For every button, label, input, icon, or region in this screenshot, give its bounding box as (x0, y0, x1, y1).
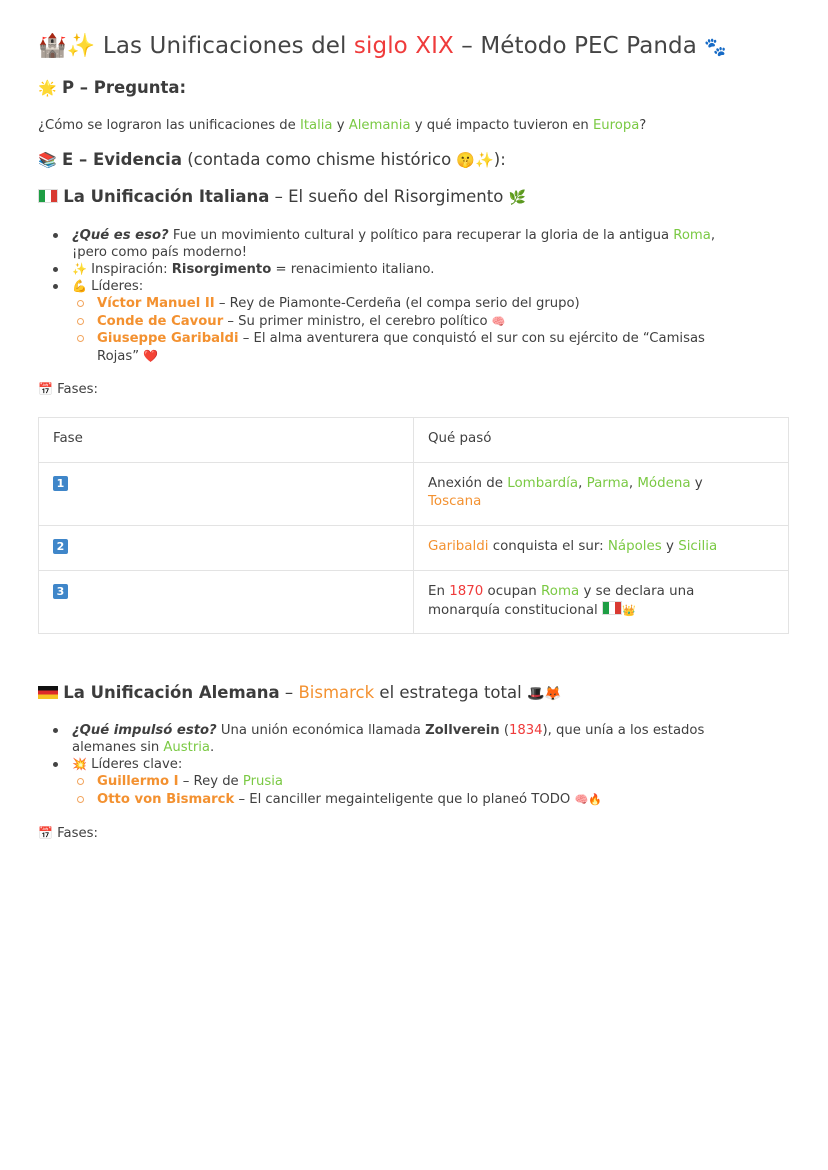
brain-icon: 🧠 (491, 314, 506, 328)
table-row: 3 En 1870 ocupan Roma y se declara una monarquía constitucional 👑 (39, 571, 789, 634)
italy-flag-icon (602, 601, 622, 615)
title-siglo: siglo (353, 33, 408, 59)
list-item: ¿Qué impulsó esto? Una unión económica llamada Zollverein (1834), que unía a los estados alemanes sin Austria. (38, 722, 798, 756)
italia-fases-label: 📅 Fases: (38, 382, 98, 397)
pregunta-heading: 🌟 P – Pregunta: (38, 78, 187, 97)
castle-sparkles-icon: 🏰✨ (38, 33, 96, 59)
books-icon: 📚 (38, 151, 57, 169)
list-item: Víctor Manuel II – Rey de Piamonte-Cerdeña (el compa serio del grupo) (72, 295, 798, 313)
red-heart-icon: ❤️ (143, 348, 159, 363)
table-header-cell: Fase (39, 418, 414, 463)
alemania-fases-label: 📅 Fases: (38, 826, 98, 841)
paw-icon: 🐾 (704, 37, 727, 58)
herb-icon: 🌿 (508, 190, 527, 206)
list-item: 💥 Líderes clave: Guillermo I – Rey de Prusia Otto von Bismarck – El canciller megainteligente que lo planeó TODO 🧠🔥 (38, 756, 798, 808)
flexed-biceps-icon: 💪 (72, 279, 87, 293)
number-3-icon: 3 (53, 584, 68, 599)
alemania-heading: La Unificación Alemana – Bismarck el estratega total 🎩🦊 (38, 683, 562, 702)
number-1-icon: 1 (53, 476, 68, 491)
table-row: 2 Garibaldi conquista el sur: Nápoles y Sicilia (39, 526, 789, 571)
collision-icon: 💥 (72, 757, 87, 771)
table-row: 1 Anexión de Lombardía, Parma, Módena y Toscana (39, 463, 789, 526)
brain-fire-icon: 🧠🔥 (574, 792, 602, 806)
list-item: Conde de Cavour – Su primer ministro, el cerebro político 🧠 (72, 313, 798, 331)
number-2-icon: 2 (53, 539, 68, 554)
list-item: ✨ Inspiración: Risorgimento = renacimiento italiano. (38, 261, 798, 278)
italy-flag-icon (38, 189, 58, 203)
evidencia-heading: 📚 E – Evidencia (contada como chisme histórico 🤫✨): (38, 150, 506, 169)
list-item: Otto von Bismarck – El canciller megainteligente que lo planeó TODO 🧠🔥 (72, 791, 798, 809)
sparkles-icon: ✨ (72, 262, 87, 276)
list-item: Giuseppe Garibaldi – El alma aventurera que conquistó el sur con su ejército de “Camisas Rojas” ❤️ (72, 330, 798, 365)
italia-heading: La Unificación Italiana – El sueño del Risorgimento 🌿 (38, 187, 526, 206)
italia-lideres-list (72, 295, 798, 365)
list-item: ¿Qué es eso? Fue un movimiento cultural y político para recuperar la gloria de la antigua Roma, ¡pero como país moderno! (38, 227, 798, 261)
crown-icon: 👑 (622, 604, 636, 617)
germany-flag-icon (38, 686, 58, 699)
alemania-lideres-list (72, 773, 798, 808)
table-header-cell: Qué pasó (414, 418, 789, 463)
calendar-icon: 📅 (38, 382, 53, 396)
fases-table (38, 417, 789, 634)
title-xix: XIX (415, 33, 454, 59)
shush-sparkles-icon: 🤫✨ (456, 151, 494, 169)
list-item: Guillermo I – Rey de Prusia (72, 773, 798, 791)
list-item: 💪 Líderes: Víctor Manuel II – Rey de Piamonte-Cerdeña (el compa serio del grupo) Conde de Cavour – Su primer ministro, el cerebro político 🧠 Giuseppe Garibaldi – El alma aventurera que conquistó el sur con su ejército de “Camisas Rojas” ❤️ (38, 278, 798, 365)
calendar-icon: 📅 (38, 826, 53, 840)
italia-list (38, 227, 798, 365)
page-title: 🏰✨ Las Unificaciones del siglo XIX – Método PEC Panda 🐾 (38, 33, 727, 59)
tophat-fox-icon: 🎩🦊 (526, 686, 562, 702)
alemania-list (38, 722, 798, 808)
pregunta-text: ¿Cómo se lograron las unificaciones de Italia y Alemania y qué impacto tuvieron en Europa? (38, 118, 647, 133)
star-icon: 🌟 (38, 79, 57, 97)
table-header-row (39, 418, 789, 463)
